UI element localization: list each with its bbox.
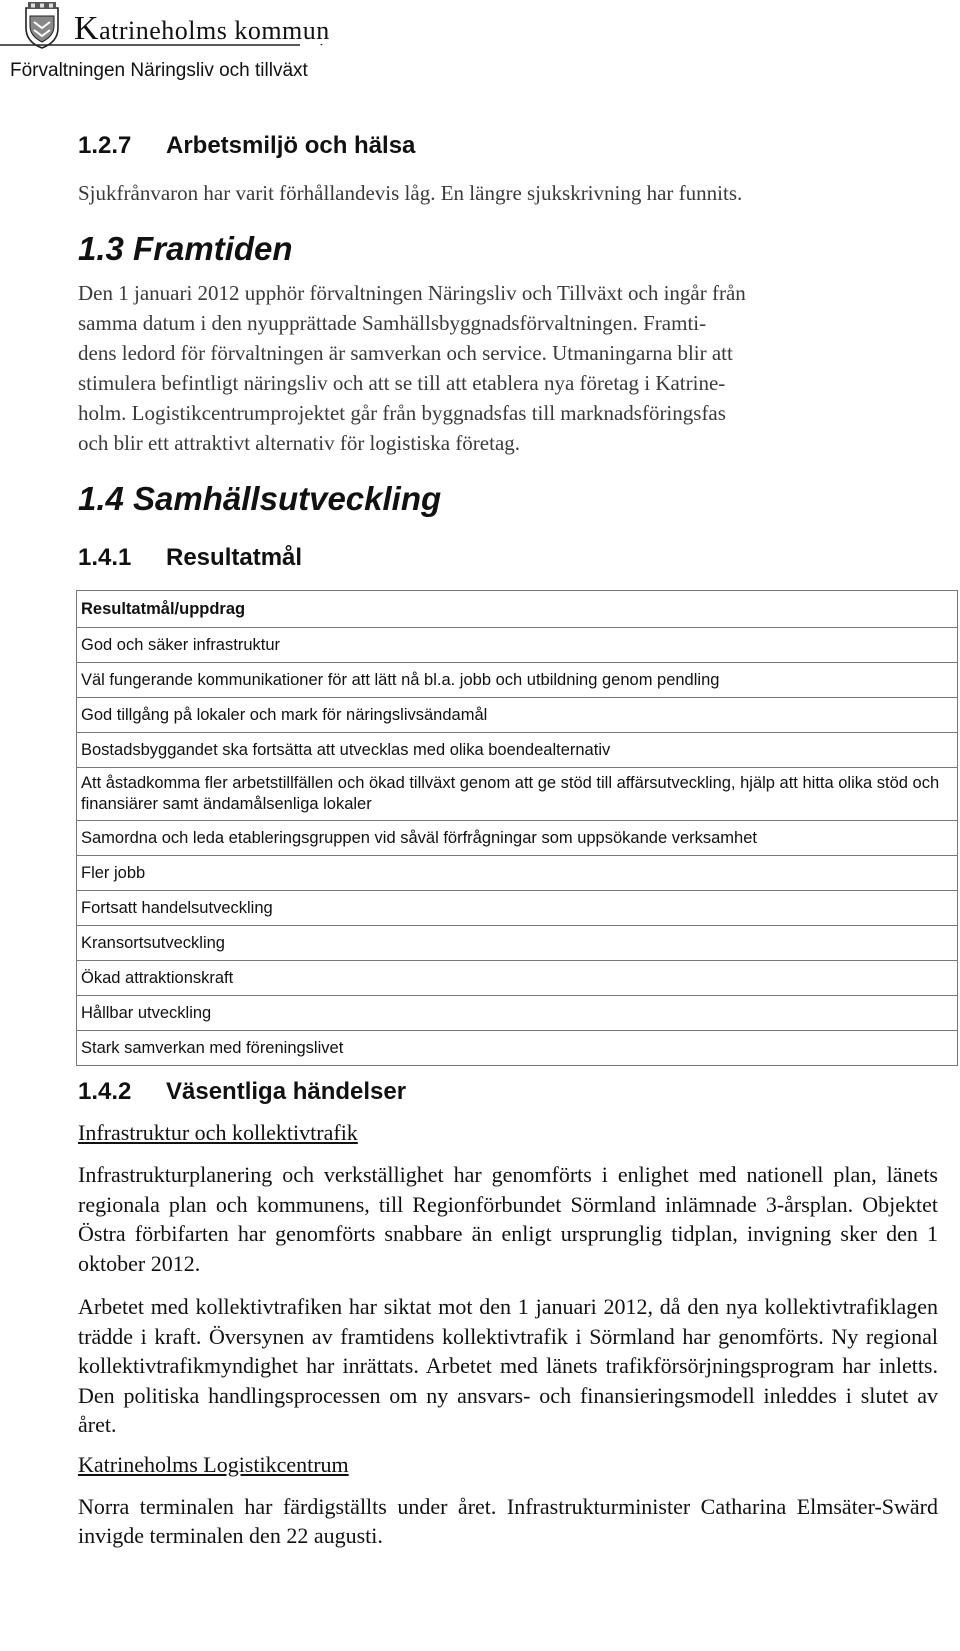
municipal-crest-icon [22, 2, 62, 50]
future-paragraph [78, 278, 938, 458]
table-row [77, 698, 958, 733]
table-cell: Bostadsbyggandet ska fortsätta att utvecklas med olika boendealternativ [77, 733, 958, 768]
result-goals-table [76, 590, 958, 1066]
table-cell: Fortsatt handelsutveckling [77, 891, 958, 926]
table-cell: Stark samverkan med föreningslivet [77, 1031, 958, 1066]
table-row [77, 628, 958, 663]
table-cell: Väl fungerande kommunikationer för att lätt nå bl.a. jobb och utbildning genom pendling [77, 663, 958, 698]
logistics-paragraph: Norra terminalen har färdigställts under året. Infrastrukturminister Catharina Elmsäter-Swärd invigde terminalen den 22 augusti. [78, 1493, 938, 1548]
text-line: och blir ett attraktivt alternativ för logistiska företag. [78, 431, 521, 455]
table-cell: God och säker infrastruktur [77, 628, 958, 663]
table-row [77, 926, 958, 961]
table-row [77, 821, 958, 856]
section-heading-1-4-2 [78, 1078, 938, 1106]
section-heading-1-4: 1.4 Samhällsutveckling [78, 480, 442, 517]
section-number: 1.4.1 [78, 544, 132, 571]
public-transport-paragraph: Arbetet med kollektivtrafiken har siktat mot den 1 januari 2012, då den nya kollektivtrafiklagen trädde i kraft. Översynen av framtidens kollektivtrafik i Sörmland har genomförts. Ny regional kollektivtrafikmyndighet har inrättats. Arbetet med länets trafikförsörjningsprogram har inletts. Den politiska handlingsprocessen om ny ansvars- och finansieringsmodell inleddes i slutet av året. [78, 1294, 938, 1437]
subheading-infrastructure: Infrastruktur och kollektivtrafik [78, 1120, 358, 1145]
section-number: 1.2.7 [78, 132, 132, 159]
text-line: dens ledord för förvaltningen är samverkan och service. Utmaningarna blir att [78, 341, 733, 365]
section-heading-1-4-1 [78, 544, 938, 572]
page-header [0, 0, 960, 90]
table-cell: Kransortsutveckling [77, 926, 958, 961]
table-cell: Ökad attraktionskraft [77, 961, 958, 996]
table-row [77, 891, 958, 926]
table-cell: Att åstadkomma fler arbetstillfällen och ökad tillväxt genom att ge stöd till affärsutveckling, hjälp att hitta olika stöd och finansiärer samt ändamålsenliga lokaler [77, 768, 958, 821]
section-title: Resultatmål [166, 544, 303, 571]
table-row [77, 856, 958, 891]
org-name-rest: atrineholms kommun [99, 16, 330, 45]
section-title: Väsentliga händelser [166, 1078, 407, 1105]
table-row [77, 768, 958, 821]
section-heading-1-2-7 [78, 132, 938, 160]
org-name-initial: K [74, 10, 100, 47]
table-header-cell: Resultatmål/uppdrag [77, 591, 958, 628]
section-title: Arbetsmiljö och hälsa [166, 132, 416, 159]
infrastructure-paragraph: Infrastrukturplanering och verkställighet har genomförts i enlighet med nationell plan, länets regionala plan och kommunens, till Regionförbundet Sörmland inlämnade 3-årsplan. Objektet Östra förbifarten har genomförts snabbare än enligt ursprunglig tidplan, invigning sker den 1 oktober 2012. [78, 1162, 938, 1276]
table-cell: Hållbar utveckling [77, 996, 958, 1031]
text-line: Den 1 januari 2012 upphör förvaltningen Näringsliv och Tillväxt och ingår från [78, 281, 746, 305]
table-row [77, 961, 958, 996]
organization-name [74, 10, 330, 48]
table-cell: Fler jobb [77, 856, 958, 891]
text-line: holm. Logistikcentrumprojektet går från byggnadsfas till marknadsföringsfas [78, 401, 726, 425]
table-row [77, 1031, 958, 1066]
sick-leave-paragraph: Sjukfrånvaron har varit förhållandevis låg. En längre sjukskrivning har funnits. [78, 181, 743, 205]
department-name: Förvaltningen Näringsliv och tillväxt [10, 60, 308, 81]
text-line: samma datum i den nyupprättade Samhällsbyggnadsförvaltningen. Framti- [78, 311, 707, 335]
section-number: 1.4.2 [78, 1078, 132, 1105]
document-body [78, 132, 938, 1551]
table-cell: Samordna och leda etableringsgruppen vid såväl förfrågningar som uppsökande verksamhet [77, 821, 958, 856]
table-row [77, 996, 958, 1031]
table-row [77, 733, 958, 768]
section-heading-1-3: 1.3 Framtiden [78, 230, 293, 267]
table-cell: God tillgång på lokaler och mark för näringslivsändamål [77, 698, 958, 733]
table-header-row [77, 591, 958, 628]
table-row [77, 663, 958, 698]
text-line: stimulera befintligt näringsliv och att se till att etablera nya företag i Katrine- [78, 371, 726, 395]
subheading-logistics-centre: Katrineholms Logistikcentrum [78, 1451, 349, 1477]
